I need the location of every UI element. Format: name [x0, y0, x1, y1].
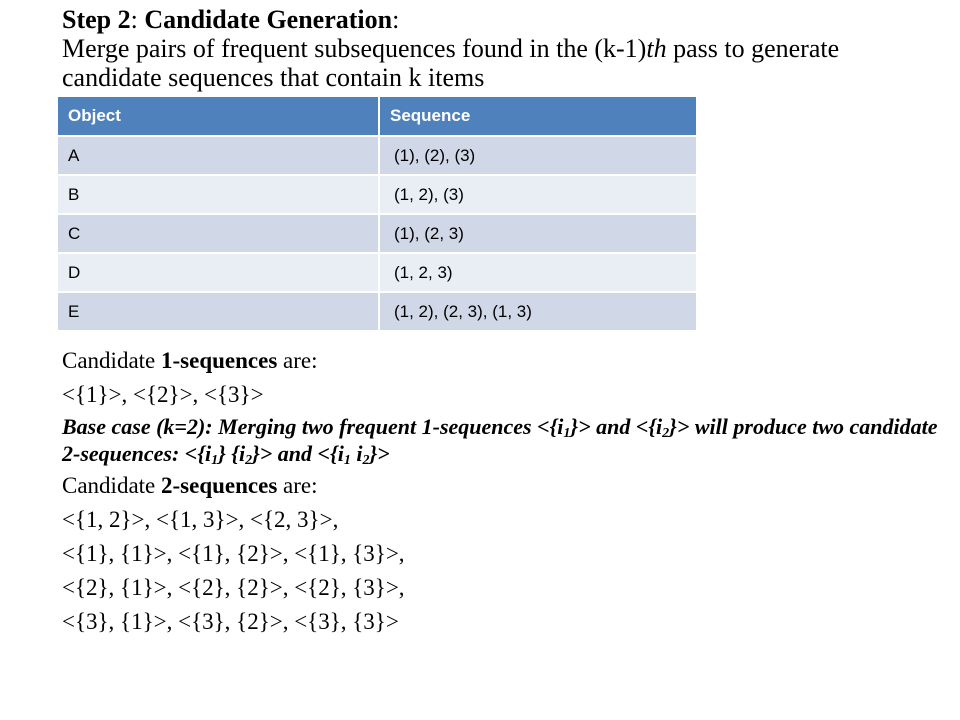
table-row: [58, 292, 696, 330]
header-description: Merge pairs of frequent subsequences found in the (k-1)th pass to generate candidate sequences that contain k items: [62, 34, 840, 92]
header-title-line: [62, 5, 942, 34]
candidate-1-list: <{1}>, <{2}>, <{3}>: [62, 382, 264, 407]
candidate-2-line: <{1, 2}>, <{1, 3}>, <{2, 3}>,: [62, 507, 339, 532]
object-cell: D: [58, 253, 379, 292]
slide-header: [62, 5, 942, 92]
sequence-cell: (1, 2, 3): [379, 253, 696, 292]
candidate-1-heading: Candidate 1-sequences are:: [62, 348, 318, 373]
title-colon: :: [392, 5, 400, 34]
object-cell: A: [58, 136, 379, 175]
table-row: [58, 136, 696, 175]
column-header-object: Object: [58, 97, 379, 136]
step-title: Candidate Generation: [144, 5, 393, 34]
object-cell: E: [58, 292, 379, 330]
step-label: Step 2: [62, 5, 131, 34]
base-case-text: Base case (k=2): Merging two frequent 1-sequences $<\{i_1\}>$ and $<\{i_2\}>$ will produce two candidate 2-sequences: $<\{i_1\}$ $\{i_2\}>$ and $<\{i_1$ $i_2\}>$: [62, 414, 938, 468]
candidate-2-line: <{2}, {1}>, <{2}, {2}>, <{2}, {3}>,: [62, 575, 405, 600]
sequence-table: [58, 97, 696, 330]
candidate-2-heading: Candidate 2-sequences are:: [62, 473, 318, 498]
sequence-cell: (1), (2, 3): [379, 214, 696, 253]
candidate-2-line: <{1}, {1}>, <{1}, {2}>, <{1}, {3}>,: [62, 541, 405, 566]
table-row: [58, 214, 696, 253]
candidate-2-line: <{3}, {1}>, <{3}, {2}>, <{3}, {3}>: [62, 609, 399, 634]
step-colon: :: [130, 5, 145, 34]
object-cell: C: [58, 214, 379, 253]
table-row: [58, 253, 696, 292]
sequence-cell: (1), (2), (3): [379, 136, 696, 175]
sequence-cell: (1, 2), (3): [379, 175, 696, 214]
slide-body: [62, 344, 942, 639]
table-row: [58, 175, 696, 214]
object-cell: B: [58, 175, 379, 214]
column-header-sequence: Sequence: [379, 97, 696, 136]
table-header-row: [58, 97, 696, 136]
italic-th: th: [646, 34, 667, 63]
sequence-cell: (1, 2), (2, 3), (1, 3): [379, 292, 696, 330]
